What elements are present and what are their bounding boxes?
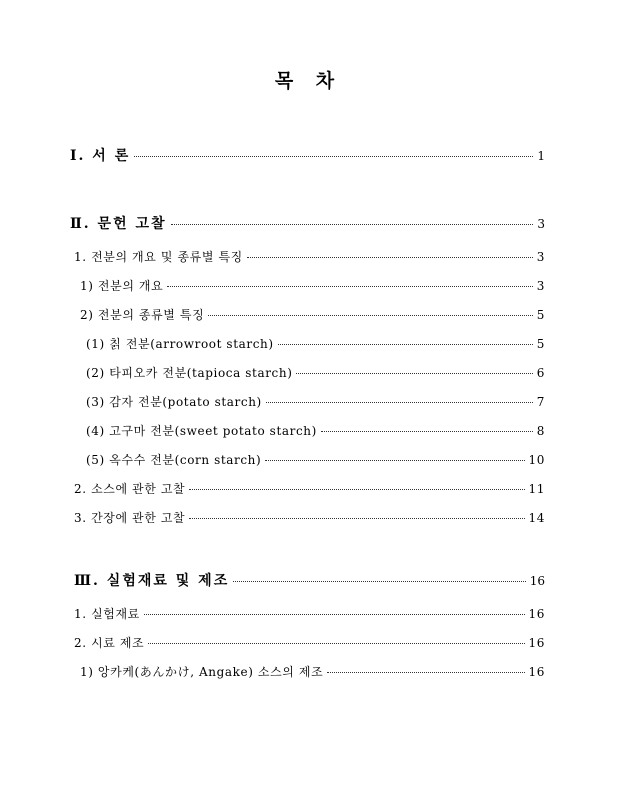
toc-entry-label: Ⅲ. 실험재료 및 제조 xyxy=(74,573,230,589)
dot-leader xyxy=(189,488,524,490)
toc-entry-label: (1) 칡 전분(arrowroot starch) xyxy=(86,337,274,351)
toc-entry-label: 2. 소스에 관한 고찰 xyxy=(74,482,186,496)
toc-entry-label: 1. 전분의 개요 및 종류별 특징 xyxy=(74,250,243,264)
dot-leader xyxy=(266,401,533,403)
toc-entry-label: 2) 전분의 종류별 특징 xyxy=(80,308,205,322)
dot-leader xyxy=(208,314,532,316)
toc-entry-corn-starch[interactable] xyxy=(86,451,545,468)
toc-page-number: 5 xyxy=(536,337,545,351)
dot-leader xyxy=(278,343,533,345)
toc-entry-experimental-materials[interactable] xyxy=(74,605,545,622)
dot-leader xyxy=(296,372,532,374)
toc-entry-label: Ⅱ. 문헌 고찰 xyxy=(70,216,167,232)
toc-entry-materials-and-preparation[interactable] xyxy=(74,570,545,590)
dot-leader xyxy=(189,517,524,519)
toc-entry-label: (5) 옥수수 전분(corn starch) xyxy=(86,453,262,467)
toc-entry-starch-overview-types[interactable] xyxy=(74,248,545,265)
toc-page-number: 16 xyxy=(528,636,545,650)
toc-page-number: 6 xyxy=(536,366,545,380)
toc-entry-sweet-potato-starch[interactable] xyxy=(86,422,545,439)
dot-leader xyxy=(247,256,533,258)
dot-leader xyxy=(134,155,533,157)
toc-page-number: 10 xyxy=(528,453,545,467)
dot-leader xyxy=(327,671,524,673)
toc-page-number: 16 xyxy=(528,607,545,621)
toc-page-number: 3 xyxy=(537,217,545,231)
toc-entry-introduction[interactable] xyxy=(70,145,545,165)
toc-entry-starch-overview[interactable] xyxy=(80,277,545,294)
toc-page-number: 16 xyxy=(529,574,545,588)
toc-entry-label: Ⅰ. 서 론 xyxy=(70,148,131,164)
toc-entry-starch-type-features[interactable] xyxy=(80,306,545,323)
toc-page-number: 3 xyxy=(536,279,545,293)
toc-entry-label: 1) 앙카케(あんかけ, Angake) 소스의 제조 xyxy=(80,665,324,679)
dot-leader xyxy=(171,223,534,225)
toc-entry-label: 1. 실험재료 xyxy=(74,607,140,621)
toc-entry-potato-starch[interactable] xyxy=(86,393,545,410)
toc-entry-label: 1) 전분의 개요 xyxy=(80,279,164,293)
toc-entry-label: 2. 시료 제조 xyxy=(74,636,145,650)
toc-page-number: 14 xyxy=(528,511,545,525)
dot-leader xyxy=(265,459,524,461)
toc-page-number: 1 xyxy=(537,149,545,163)
toc-entry-arrowroot-starch[interactable] xyxy=(86,335,545,352)
toc-entry-literature-review[interactable] xyxy=(70,213,545,233)
toc-page-number: 3 xyxy=(536,250,545,264)
dot-leader xyxy=(167,285,532,287)
dot-leader xyxy=(148,642,524,644)
toc-entry-soy-sauce-review[interactable] xyxy=(74,509,545,526)
toc-page-number: 11 xyxy=(528,482,545,496)
toc-entry-tapioca-starch[interactable] xyxy=(86,364,545,381)
dot-leader xyxy=(144,613,525,615)
toc-entry-ankake-sauce-preparation[interactable] xyxy=(80,663,545,680)
dot-leader xyxy=(321,430,533,432)
toc-entry-sample-preparation[interactable] xyxy=(74,634,545,651)
page-title: 목 차 xyxy=(274,70,343,92)
toc-page-number: 8 xyxy=(536,424,545,438)
toc-entry-sauce-review[interactable] xyxy=(74,480,545,497)
toc-entry-label: (4) 고구마 전분(sweet potato starch) xyxy=(86,424,317,438)
toc-entry-label: (2) 타피오카 전분(tapioca starch) xyxy=(86,366,293,380)
toc-entry-label: (3) 감자 전분(potato starch) xyxy=(86,395,262,409)
toc-page-number: 16 xyxy=(528,665,545,679)
toc-entry-label: 3. 간장에 관한 고찰 xyxy=(74,511,186,525)
toc-page-number: 5 xyxy=(536,308,545,322)
dot-leader xyxy=(233,580,526,582)
toc-page-number: 7 xyxy=(536,395,545,409)
